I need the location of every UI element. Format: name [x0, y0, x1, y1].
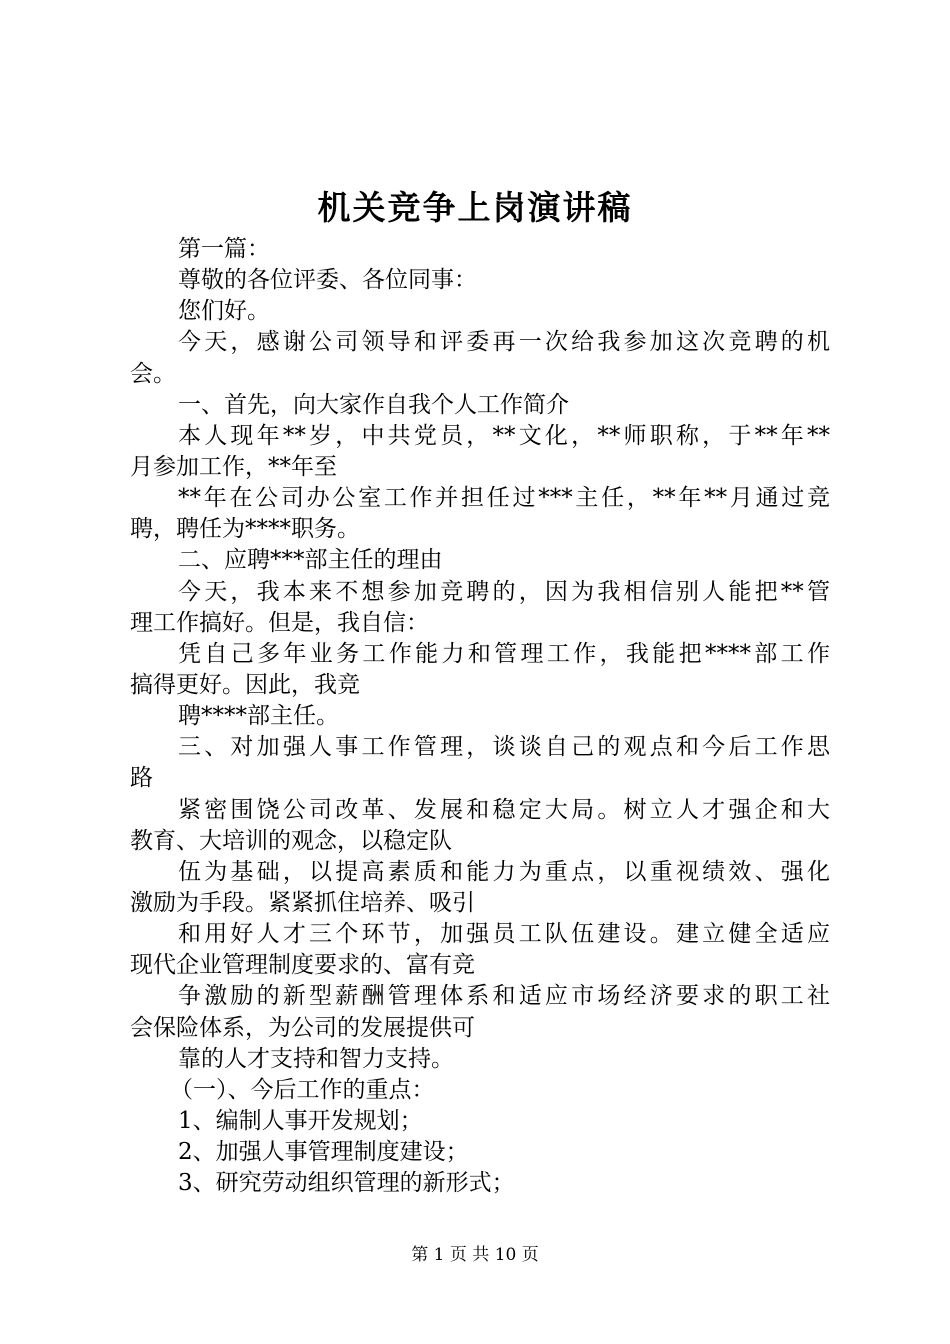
paragraph-line: 凭自己多年业务工作能力和管理工作，我能把****部工作: [178, 640, 830, 667]
paragraph-line: 紧密围饶公司改革、发展和稳定大局。树立人才强企和大: [178, 796, 830, 823]
paragraph-line: 2、加强人事管理制度建设；: [178, 1139, 469, 1166]
paragraph-line: 二、应聘***部主任的理由: [178, 547, 443, 574]
paragraph-line: 会保险体系，为公司的发展提供可: [130, 1014, 475, 1041]
paragraph-line: 路: [130, 765, 153, 792]
document-body: [130, 234, 830, 1199]
document-title: 机关竞争上岗演讲稿: [317, 188, 633, 227]
paragraph-line: 本人现年**岁，中共党员，**文化，**师职称，于**年**: [178, 422, 830, 449]
paragraph-line: 今天，感谢公司领导和评委再一次给我参加这次竞聘的机: [178, 329, 830, 356]
paragraph-line: 1、编制人事开发规划；: [178, 1107, 423, 1134]
paragraph-line: 伍为基础，以提高素质和能力为重点，以重视绩效、强化: [178, 858, 830, 885]
page-number-footer: 第 1 页 共 10 页: [411, 1245, 539, 1265]
paragraph-line: 三、对加强人事工作管理，谈谈自己的观点和今后工作思: [178, 734, 830, 761]
paragraph-line: 一、首先，向大家作自我个人工作简介: [178, 391, 569, 418]
paragraph-line: 争激励的新型薪酬管理体系和适应市场经济要求的职工社: [178, 983, 830, 1010]
paragraph-line: 聘，聘任为****职务。: [130, 516, 360, 543]
paragraph-line: 激励为手段。紧紧抓住培养、吸引: [130, 889, 475, 916]
paragraph-line: 理工作搞好。但是，我自信：: [130, 609, 429, 636]
paragraph-line: 聘****部主任。: [178, 703, 339, 730]
paragraph-line: 尊敬的各位评委、各位同事：: [178, 267, 477, 294]
paragraph-line: 和用好人才三个环节，加强员工队伍建设。建立健全适应: [178, 921, 830, 948]
paragraph-line: 搞得更好。因此，我竞: [130, 671, 360, 698]
paragraph-line: 教育、大培训的观念，以稳定队: [130, 827, 452, 854]
paragraph-line: 靠的人才支持和智力支持。: [178, 1045, 454, 1072]
paragraph-line: 您们好。: [178, 298, 270, 325]
paragraph-line: **年在公司办公室工作并担任过***主任，**年**月通过竞: [178, 485, 830, 512]
paragraph-line: 第一篇：: [178, 236, 270, 262]
paragraph-line: 现代企业管理制度要求的、富有竞: [130, 952, 475, 979]
paragraph-line: 会。: [130, 360, 176, 387]
paragraph-line: 月参加工作，**年至: [130, 453, 337, 480]
paragraph-line: 今天，我本来不想参加竞聘的，因为我相信别人能把**管: [178, 578, 830, 605]
paragraph-line: （一）、今后工作的重点：: [170, 1076, 435, 1103]
paragraph-line: 3、研究劳动组织管理的新形式；: [178, 1170, 515, 1197]
